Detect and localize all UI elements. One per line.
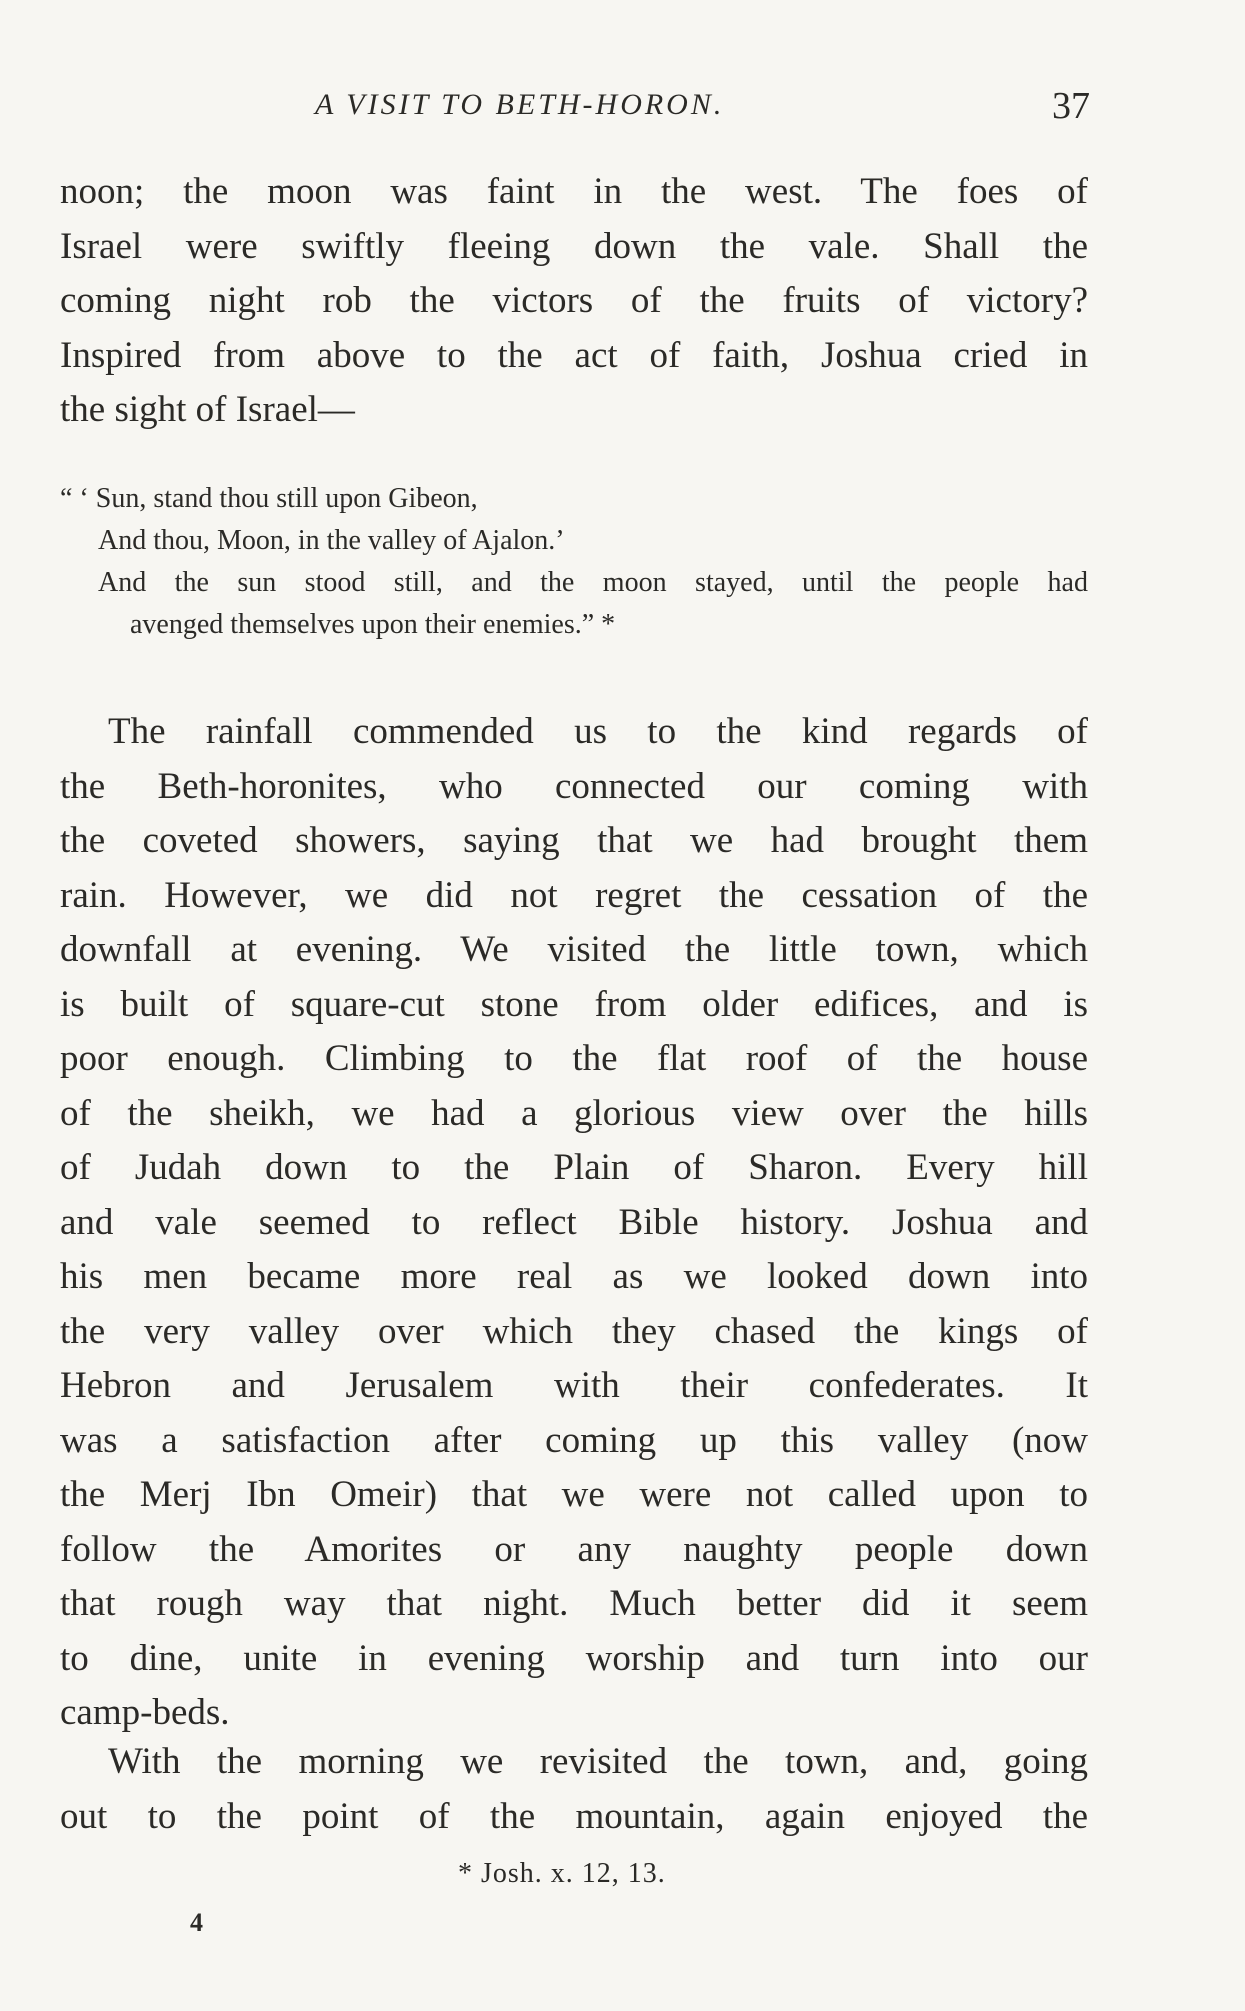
text-line: the sight of Israel— — [60, 389, 355, 430]
text-line: The rainfall commended us to the kind regards of — [108, 711, 1088, 752]
text-line: was a satisfaction after coming up this valley (now — [60, 1419, 1088, 1461]
text-line: follow the Amorites or any naughty people down — [60, 1528, 1088, 1570]
text-line: the Beth-horonites, who connected our coming with — [60, 765, 1088, 807]
text-line: the Merj Ibn Omeir) that we were not called upon to — [60, 1474, 1088, 1515]
footnote: * Josh. x. 12, 13. — [458, 1858, 666, 1889]
text-line: of Judah down to the Plain of Sharon. Every hill — [60, 1147, 1088, 1188]
paragraph-3 — [60, 1735, 1088, 1844]
text-line: out to the point of the mountain, again enjoyed the — [60, 1795, 1088, 1837]
text-line: With the morning we revisited the town, and, going — [108, 1741, 1088, 1782]
text-line: the coveted showers, saying that we had brought them — [60, 820, 1088, 861]
text-line: Hebron and Jerusalem with their confederates. It — [60, 1365, 1088, 1406]
paragraph-2 — [60, 705, 1088, 1741]
quote-line: “ ‘ Sun, stand thou still upon Gibeon, — [60, 483, 478, 514]
signature-mark: 4 — [190, 1908, 203, 1937]
text-line: his men became more real as we looked down into — [60, 1256, 1088, 1297]
text-line: and vale seemed to reflect Bible history. Joshua and — [60, 1201, 1088, 1243]
text-line: downfall at evening. We visited the little town, which — [60, 929, 1088, 970]
text-line: Inspired from above to the act of faith, Joshua cried in — [60, 334, 1088, 376]
page-header — [60, 85, 1090, 138]
text-line: of the sheikh, we had a glorious view over the hills — [60, 1092, 1088, 1134]
page-number: 37 — [1052, 85, 1090, 127]
paragraph-1 — [60, 165, 1088, 438]
text-line: to dine, unite in evening worship and turn into our — [60, 1637, 1088, 1679]
quote-line: avenged themselves upon their enemies.” * — [130, 609, 616, 640]
running-title: A VISIT TO BETH-HORON. — [315, 88, 725, 121]
text-line: the very valley over which they chased the kings of — [60, 1310, 1088, 1352]
text-line: that rough way that night. Much better did it seem — [60, 1583, 1088, 1624]
quote-line: And thou, Moon, in the valley of Ajalon.’ — [98, 525, 565, 556]
quote-line: And the sun stood still, and the moon stayed, until the people had — [98, 567, 1088, 598]
text-line: Israel were swiftly fleeing down the vale. Shall the — [60, 225, 1088, 267]
text-line: is built of square-cut stone from older edifices, and is — [60, 983, 1088, 1025]
text-line: noon; the moon was faint in the west. The foes of — [60, 171, 1088, 212]
text-line: coming night rob the victors of the fruits of victory? — [60, 280, 1088, 321]
text-line: poor enough. Climbing to the flat roof of the house — [60, 1038, 1088, 1079]
text-line: rain. However, we did not regret the cessation of the — [60, 874, 1088, 916]
block-quote — [60, 478, 1088, 646]
text-line: camp-beds. — [60, 1692, 230, 1733]
